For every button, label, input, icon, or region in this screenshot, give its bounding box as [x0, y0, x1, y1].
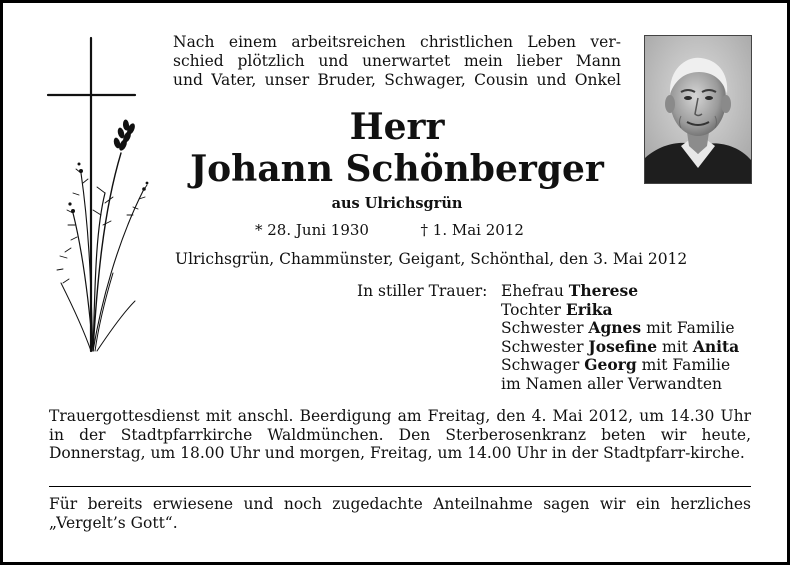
divider: [49, 486, 751, 487]
thanks-text: Für bereits erwiesene und noch zugedachte Anteilnahme sagen wir ein herzliches „Vergelt’s Gott“.: [49, 495, 751, 532]
life-dates: [255, 221, 524, 239]
intro-line: schied plötzlich und unerwartet mein lieber Mann: [173, 52, 621, 70]
mourner-row: Tochter Erika: [501, 299, 613, 319]
intro-line: Nach einem arbeitsreichen christlichen Leben ver-: [173, 33, 621, 51]
place-date: Ulrichsgrün, Chammünster, Geigant, Schönthal, den 3. Mai 2012: [175, 250, 688, 268]
mourners-list: [501, 282, 739, 393]
mourner-row: Ehefrau Therese: [501, 281, 639, 300]
cross-with-wheat-icon: [43, 33, 153, 358]
deceased-name: Johann Schönberger: [190, 148, 604, 190]
mourning-label: In stiller Trauer:: [357, 282, 488, 300]
service-text: Trauergottesdienst mit anschl. Beerdigung am Freitag, den 4. Mai 2012, um 14.30 Uhr in der Stadtpfarrkirche Waldmünchen. Den Sterberosenkranz beten wir heute, Donnerstag, um 18.00 Uhr und morgen, Freitag, um 14.00 Uhr in der Stadtpfarr-kirche.: [49, 407, 751, 463]
death-date: † 1. Mai 2012: [420, 221, 524, 239]
honorific: Herr: [349, 106, 445, 148]
portrait-photo: [644, 35, 752, 184]
birth-date: * 28. Juni 1930: [255, 221, 369, 239]
mourner-row: Schwester Josefine mit Anita: [501, 336, 740, 356]
intro-text: [173, 33, 621, 90]
intro-line: und Vater, unser Bruder, Schwager, Cousin und Onkel: [173, 71, 621, 89]
mourner-row: Schwager Georg mit Familie: [501, 355, 731, 374]
mourner-row: im Namen aller Verwandten: [501, 374, 722, 393]
mourner-row: Schwester Agnes mit Familie: [501, 318, 735, 337]
origin: aus Ulrichsgrün: [331, 195, 463, 212]
